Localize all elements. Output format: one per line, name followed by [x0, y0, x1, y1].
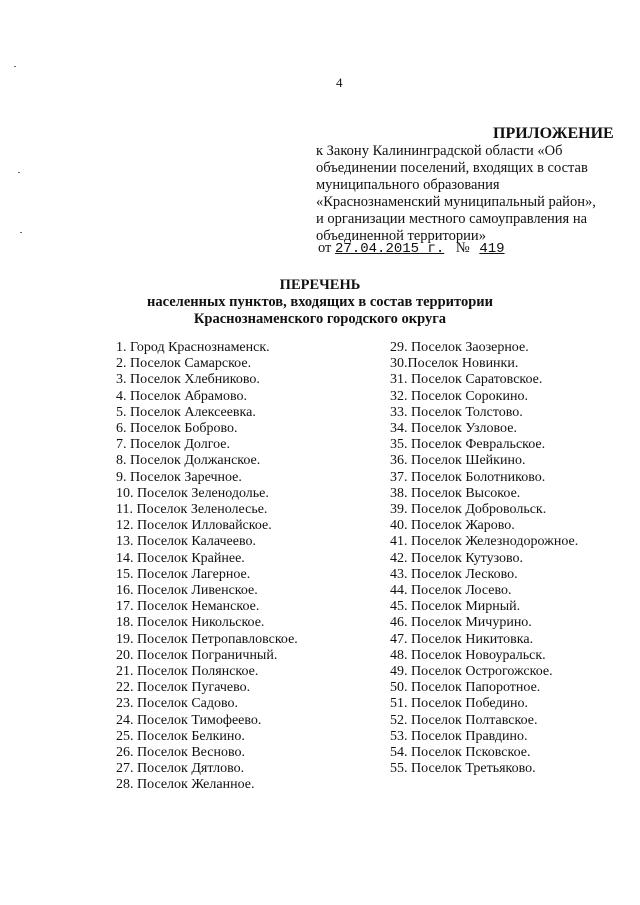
- list-title-heading: ПЕРЕЧЕНЬ: [279, 277, 361, 293]
- list-title-subheading: населенных пунктов, входящих в состав территории: [147, 294, 493, 310]
- settlement-item: 23. Поселок Садово.: [116, 696, 239, 712]
- date-prefix: от: [318, 240, 332, 256]
- settlement-item: 44. Поселок Лосево.: [390, 583, 512, 599]
- law-reference: [316, 143, 616, 245]
- settlement-item: 27. Поселок Дятлово.: [116, 761, 245, 777]
- settlement-list-right: [390, 340, 578, 777]
- settlement-item: 33. Поселок Толстово.: [390, 404, 523, 420]
- settlement-item: 38. Поселок Высокое.: [390, 485, 521, 501]
- settlement-item: 48. Поселок Новоуральск.: [390, 647, 546, 663]
- settlement-item: 3. Поселок Хлебниково.: [116, 372, 260, 388]
- settlement-item: 30.Поселок Новинки.: [390, 356, 519, 372]
- list-title: [0, 277, 640, 328]
- date-line: [318, 240, 505, 257]
- settlement-item: 35. Поселок Февральское.: [390, 437, 546, 453]
- scan-mark: [20, 232, 22, 233]
- settlement-item: 40. Поселок Жарово.: [390, 518, 515, 534]
- law-reference-line: муниципального образования: [316, 177, 500, 193]
- settlement-item: 25. Поселок Белкино.: [116, 728, 245, 744]
- settlement-item: 17. Поселок Неманское.: [116, 599, 260, 615]
- settlement-item: 2. Поселок Самарское.: [116, 356, 252, 372]
- settlement-item: 36. Поселок Шейкино.: [390, 453, 526, 469]
- settlement-item: 28. Поселок Желанное.: [116, 777, 255, 793]
- law-reference-line: «Краснознаменский муниципальный район»,: [316, 194, 596, 210]
- settlement-item: 13. Поселок Калачеево.: [116, 534, 256, 550]
- settlement-item: 1. Город Краснознаменск.: [116, 340, 270, 355]
- settlement-item: 52. Поселок Полтавское.: [390, 712, 538, 728]
- settlement-item: 5. Поселок Алексеевка.: [116, 404, 256, 420]
- law-reference-line: объединении поселений, входящих в состав: [316, 160, 588, 176]
- settlement-item: 18. Поселок Никольское.: [116, 615, 265, 631]
- settlement-item: 32. Поселок Сорокино.: [390, 388, 528, 404]
- settlement-item: 12. Поселок Илловайское.: [116, 518, 272, 534]
- settlement-item: 37. Поселок Болотниково.: [390, 469, 546, 485]
- law-reference-line: к Закону Калининградской области «Об: [316, 143, 563, 159]
- settlement-item: 42. Поселок Кутузово.: [390, 550, 524, 566]
- settlement-item: 51. Поселок Победино.: [390, 696, 529, 712]
- settlement-item: 50. Поселок Папоротное.: [390, 680, 541, 696]
- scan-mark: [18, 172, 20, 173]
- appendix-heading: ПРИЛОЖЕНИЕ: [493, 125, 614, 142]
- settlement-item: 6. Поселок Боброво.: [116, 421, 238, 437]
- settlement-item: 15. Поселок Лагерное.: [116, 566, 251, 582]
- settlement-item: 34. Поселок Узловое.: [390, 421, 517, 437]
- settlement-item: 16. Поселок Ливенское.: [116, 583, 258, 599]
- law-number: 419: [479, 241, 505, 257]
- settlement-list-left: [116, 340, 298, 794]
- settlement-item: 46. Поселок Мичурино.: [390, 615, 532, 631]
- settlement-item: 19. Поселок Петропавловское.: [116, 631, 298, 647]
- settlement-item: 53. Поселок Правдино.: [390, 728, 528, 744]
- list-title-subheading: Краснознаменского городского округа: [193, 311, 447, 327]
- number-label: №: [455, 240, 470, 256]
- law-reference-line: объединенной территории»: [316, 228, 486, 244]
- settlement-item: 43. Поселок Лесково.: [390, 566, 518, 582]
- settlement-item: 20. Поселок Пограничный.: [116, 647, 278, 663]
- settlement-item: 9. Поселок Заречное.: [116, 469, 242, 485]
- scan-mark: [14, 66, 16, 67]
- settlement-item: 10. Поселок Зеленодолье.: [116, 485, 269, 501]
- settlement-item: 45. Поселок Мирный.: [390, 599, 521, 615]
- settlement-item: 7. Поселок Долгое.: [116, 437, 230, 453]
- settlement-item: 29. Поселок Заозерное.: [390, 340, 529, 355]
- settlement-item: 22. Поселок Пугачево.: [116, 680, 251, 696]
- settlement-item: 21. Поселок Полянское.: [116, 664, 259, 680]
- law-date: 27.04.2015 г.: [335, 241, 445, 257]
- settlement-item: 8. Поселок Должанское.: [116, 453, 261, 469]
- settlement-item: 14. Поселок Крайнее.: [116, 550, 245, 566]
- settlement-item: 11. Поселок Зеленолесье.: [116, 502, 268, 518]
- law-reference-line: и организации местного самоуправления на: [316, 211, 588, 227]
- settlement-item: 4. Поселок Абрамово.: [116, 388, 247, 404]
- settlement-item: 47. Поселок Никитовка.: [390, 631, 534, 647]
- settlement-item: 54. Поселок Псковское.: [390, 745, 531, 761]
- settlement-item: 39. Поселок Добровольск.: [390, 502, 547, 518]
- settlement-item: 49. Поселок Острогожское.: [390, 664, 553, 680]
- settlement-item: 55. Поселок Третьяково.: [390, 761, 536, 777]
- page-number: 4: [336, 75, 343, 90]
- settlement-item: 26. Поселок Весново.: [116, 745, 245, 761]
- settlement-item: 31. Поселок Саратовское.: [390, 372, 543, 388]
- settlement-item: 24. Поселок Тимофеево.: [116, 712, 262, 728]
- settlement-item: 41. Поселок Железнодорожное.: [390, 534, 579, 550]
